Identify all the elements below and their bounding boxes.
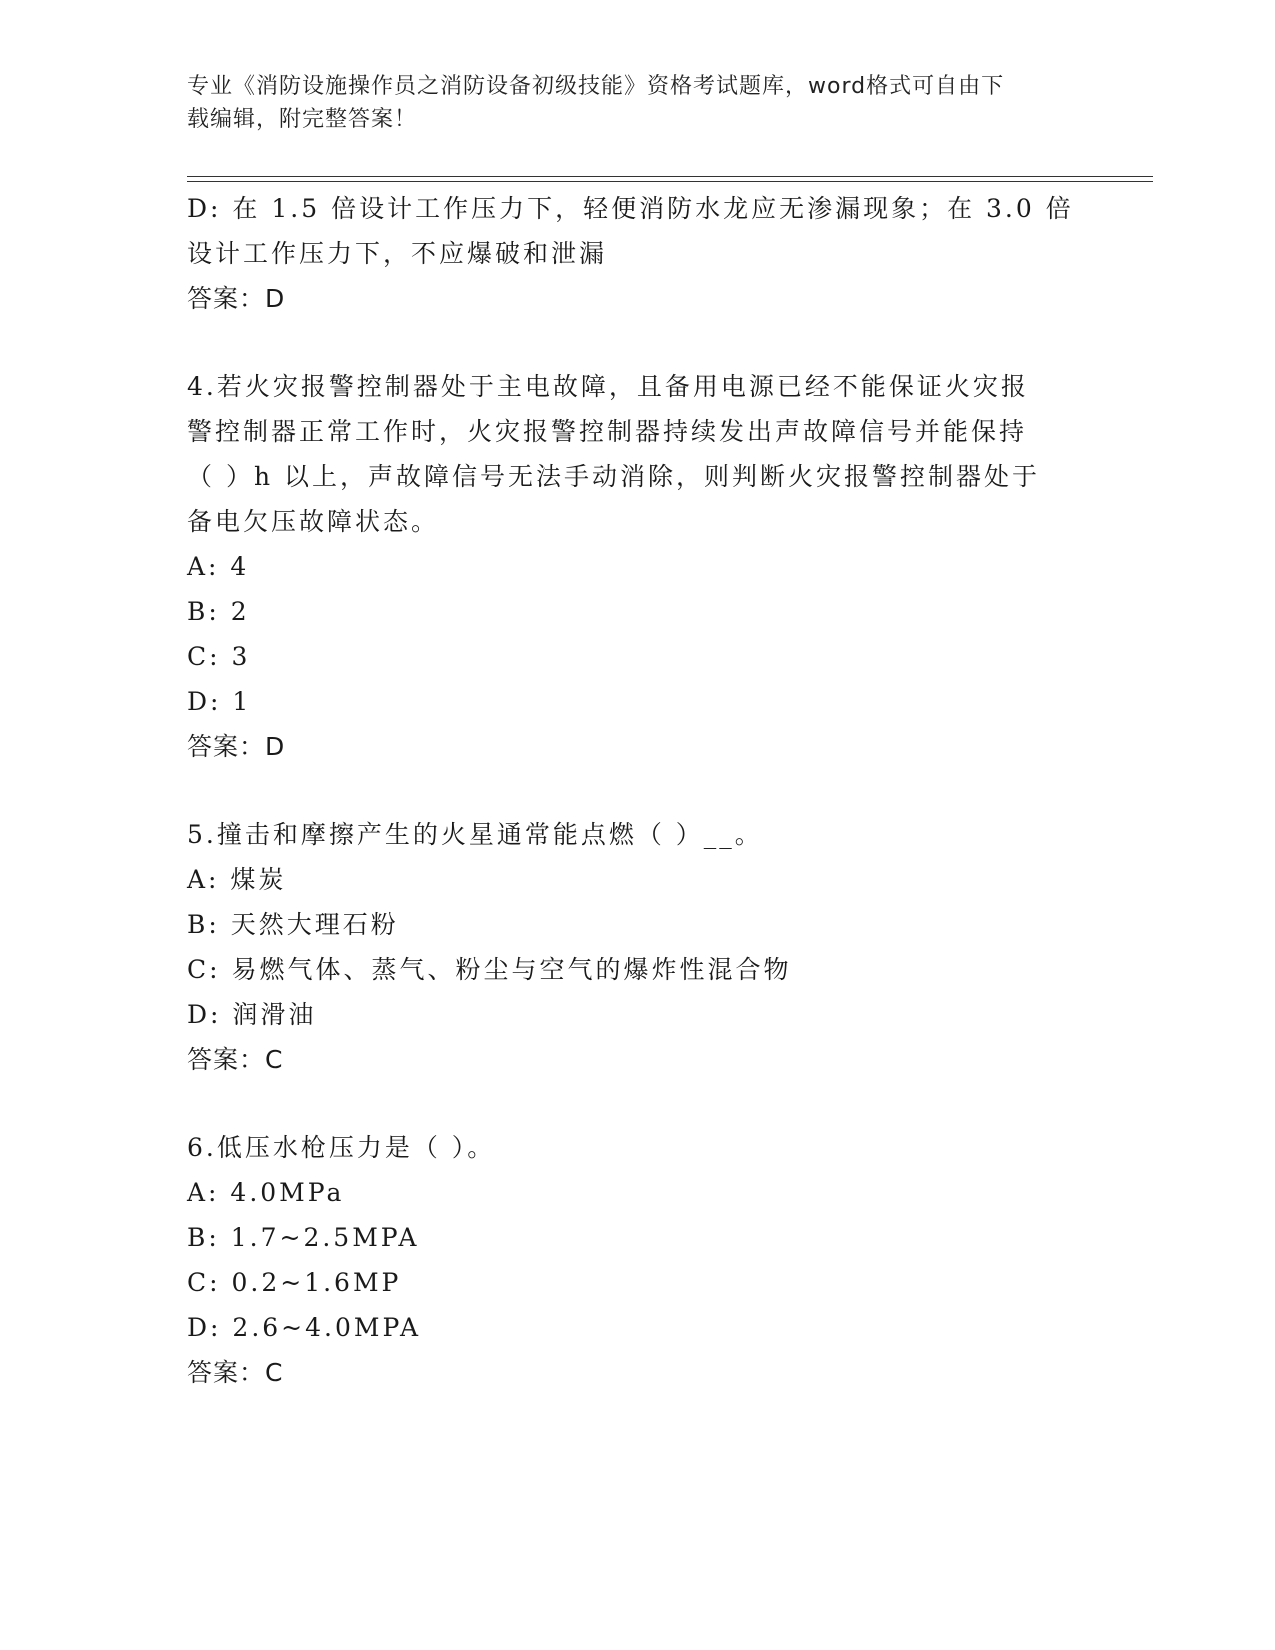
answer-text: 答案：C [187, 1358, 284, 1387]
answer-text: 答案：D [187, 284, 286, 313]
option-a: A: 4.0MPa [187, 1178, 345, 1207]
option-d: D: 润滑油 [187, 1000, 317, 1029]
header-divider-top [187, 176, 1153, 177]
document-header [187, 70, 1067, 136]
question-3-tail [187, 186, 1087, 321]
answer-text: 答案：D [187, 732, 286, 761]
option-d-line-2: 设计工作压力下，不应爆破和泄漏 [187, 239, 608, 268]
question-stem-line-4: 备电欠压故障状态。 [187, 507, 440, 536]
question-stem-line-3: （ ）h 以上，声故障信号无法手动消除，则判断火灾报警控制器处于 [187, 462, 1040, 491]
option-c: C: 0.2~1.6MP [187, 1268, 402, 1297]
option-d: D: 2.6~4.0MPA [187, 1313, 422, 1342]
question-stem-line-1: 4.若火灾报警控制器处于主电故障，且备用电源已经不能保证火灾报 [187, 372, 1029, 401]
question-list [187, 186, 1087, 1395]
option-b: B: 2 [187, 597, 250, 626]
option-b: B: 1.7~2.5MPA [187, 1223, 420, 1252]
option-b: B: 天然大理石粉 [187, 910, 399, 939]
header-title-line-1: 专业《消防设施操作员之消防设备初级技能》资格考试题库，word格式可自由下 [187, 74, 1005, 99]
question-stem: 5.撞击和摩擦产生的火星通常能点燃（ ）__。 [187, 820, 763, 849]
option-c: C: 易燃气体、蒸气、粉尘与空气的爆炸性混合物 [187, 955, 792, 984]
header-title-line-2: 载编辑，附完整答案！ [187, 107, 418, 132]
header-divider-bottom [187, 181, 1153, 182]
answer-text: 答案：C [187, 1045, 284, 1074]
question-5 [187, 812, 1087, 1082]
option-a: A: 煤炭 [187, 865, 287, 894]
question-stem-line-2: 警控制器正常工作时，火灾报警控制器持续发出声故障信号并能保持 [187, 417, 1028, 446]
option-a: A: 4 [187, 552, 250, 581]
question-4 [187, 364, 1087, 769]
option-d-line-1: D: 在 1.5 倍设计工作压力下，轻便消防水龙应无渗漏现象；在 3.0 倍 [187, 194, 1074, 223]
option-c: C: 3 [187, 642, 251, 671]
question-stem: 6.低压水枪压力是（ ）。 [187, 1133, 496, 1162]
option-d: D: 1 [187, 687, 252, 716]
question-6 [187, 1125, 1087, 1395]
